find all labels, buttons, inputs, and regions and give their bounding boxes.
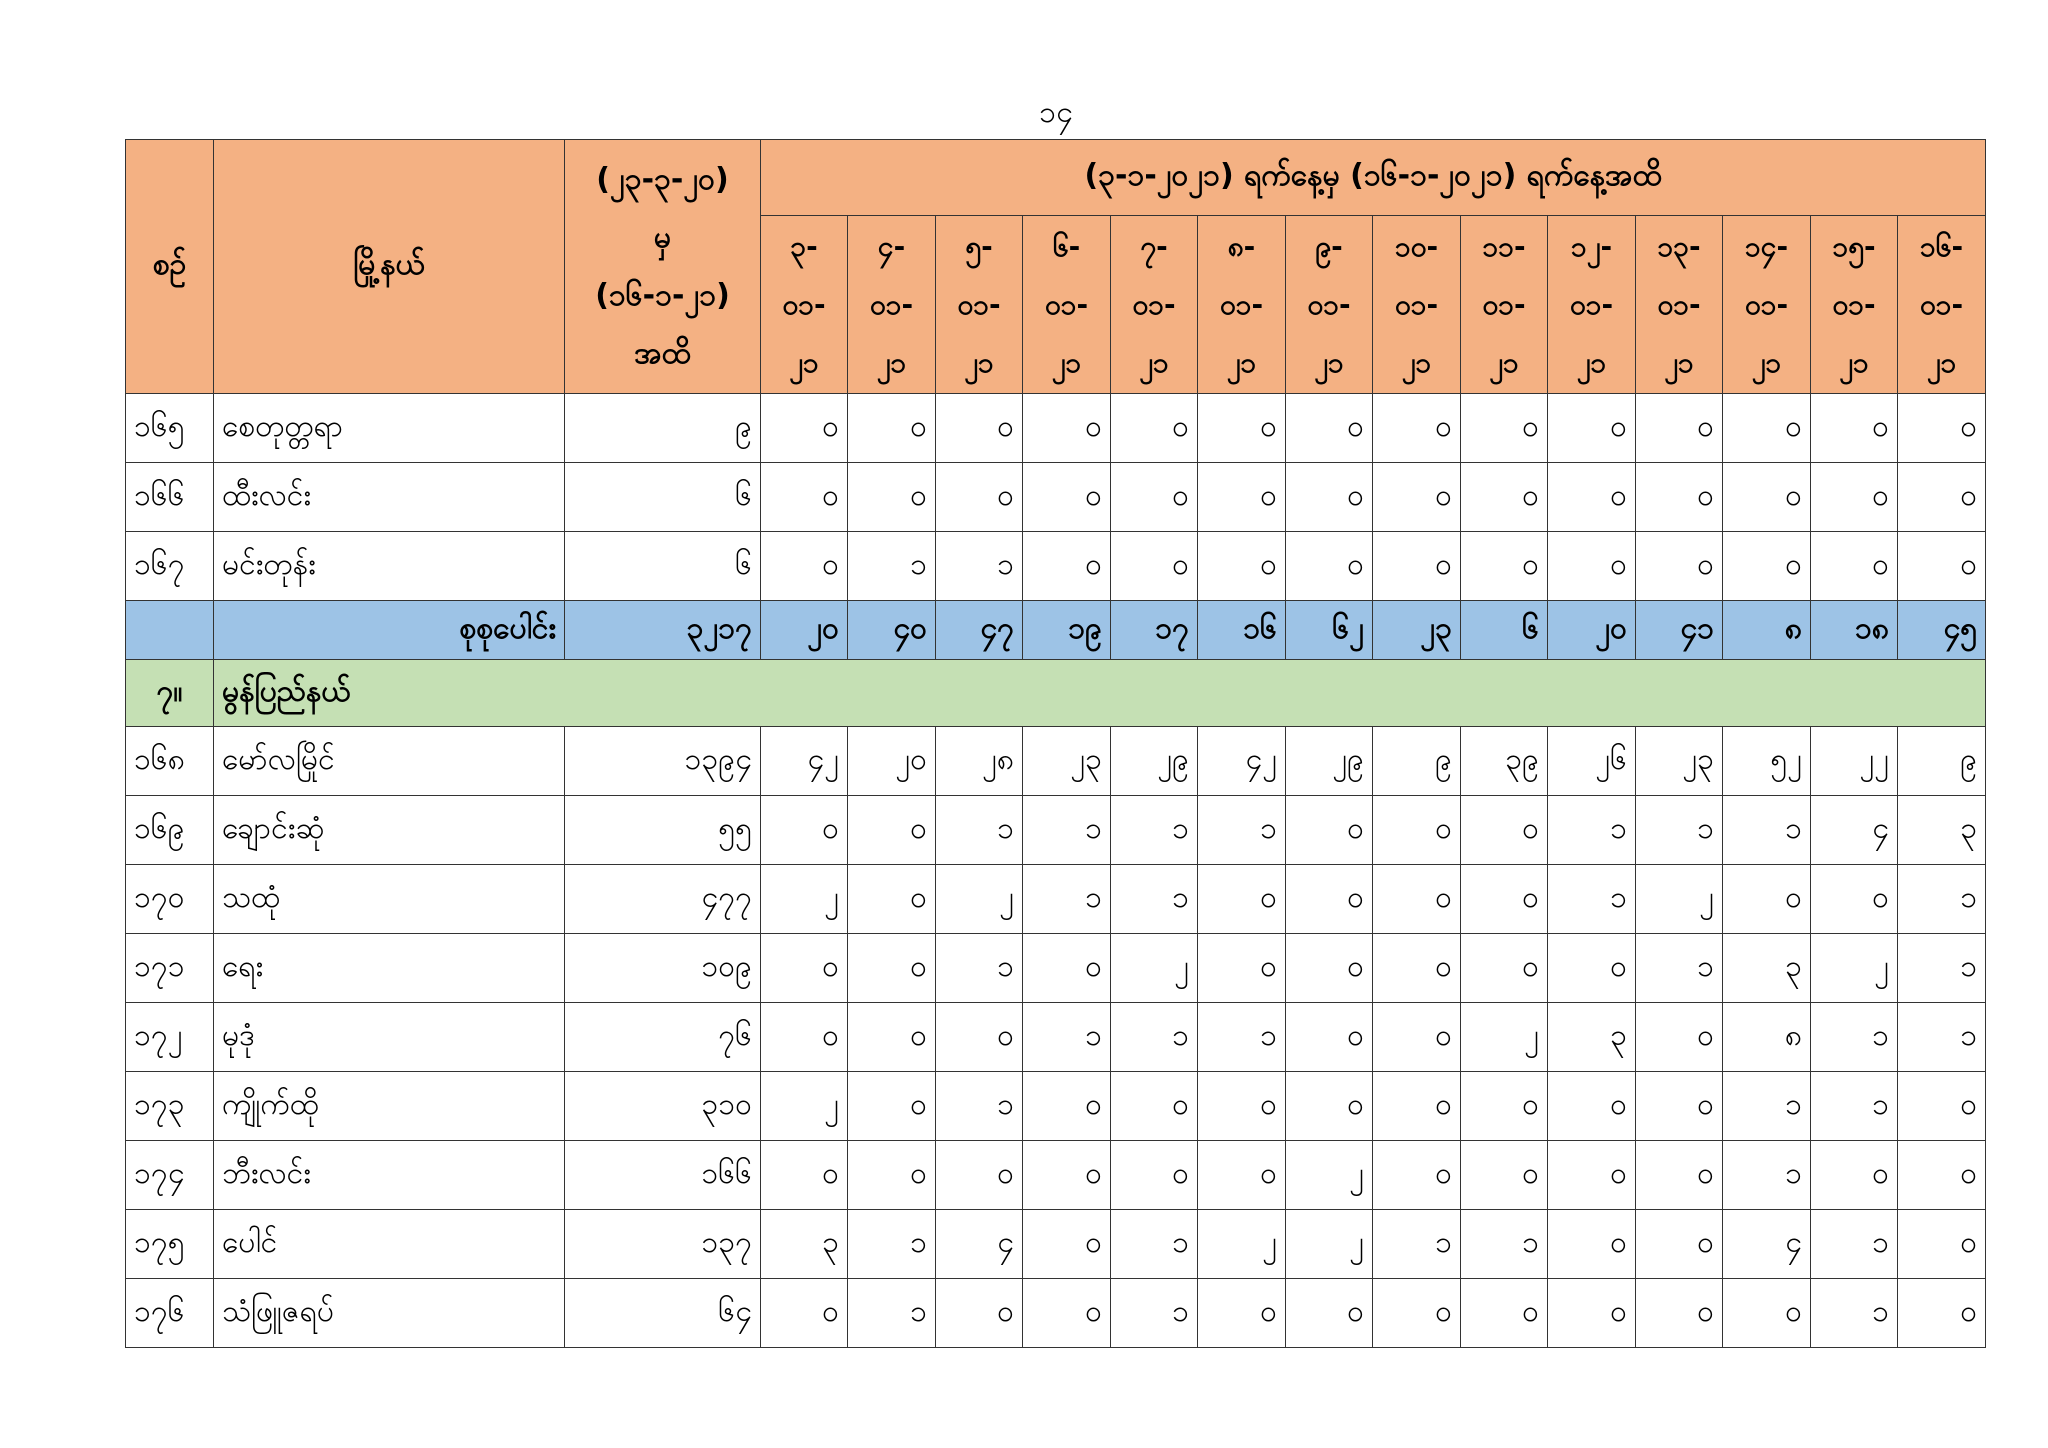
daily-value: ၂၃ bbox=[1636, 727, 1723, 796]
daily-value: ၂ bbox=[761, 865, 848, 934]
daily-value: ၁ bbox=[1898, 1003, 1986, 1072]
daily-value: ၀ bbox=[1373, 1279, 1461, 1348]
daily-value: ၃ bbox=[1723, 934, 1811, 1003]
daily-value: ၀ bbox=[1548, 1141, 1636, 1210]
daily-value: ၀ bbox=[848, 796, 936, 865]
daily-value: ၀ bbox=[761, 532, 848, 601]
township-name: မော်လမြိုင် bbox=[214, 727, 565, 796]
daily-value: ၅၂ bbox=[1723, 727, 1811, 796]
daily-value: ၀ bbox=[1898, 1141, 1986, 1210]
subtotal-daily-value: ၁၇ bbox=[1111, 601, 1198, 660]
daily-value: ၂၀ bbox=[848, 727, 936, 796]
daily-value: ၁ bbox=[1023, 865, 1111, 934]
daily-value: ၀ bbox=[1198, 532, 1286, 601]
daily-value: ၀ bbox=[1461, 1141, 1548, 1210]
cumulative-total: ၁၀၉ bbox=[565, 934, 761, 1003]
daily-value: ၀ bbox=[1548, 532, 1636, 601]
daily-value: ၀ bbox=[1111, 532, 1198, 601]
cumulative-total: ၁၆၆ bbox=[565, 1141, 761, 1210]
daily-value: ၀ bbox=[1811, 865, 1898, 934]
subtotal-daily-value: ၈ bbox=[1723, 601, 1811, 660]
daily-value: ၂၃ bbox=[1023, 727, 1111, 796]
daily-value: ၀ bbox=[1023, 1210, 1111, 1279]
daily-value: ၂၈ bbox=[936, 727, 1023, 796]
col-header-period: (၃-၁-၂၀၂၁) ရက်နေ့မှ (၁၆-၁-၂၀၂၁) ရက်နေ့အထိ bbox=[761, 140, 1986, 216]
daily-value: ၀ bbox=[1898, 532, 1986, 601]
daily-value: ၀ bbox=[848, 463, 936, 532]
subtotal-blank bbox=[126, 601, 214, 660]
daily-value: ၂ bbox=[1111, 934, 1198, 1003]
subtotal-label: စုစုပေါင်း bbox=[214, 601, 565, 660]
daily-value: ၀ bbox=[1461, 934, 1548, 1003]
col-header-day: ၃- ၀၁- ၂၁ bbox=[761, 216, 848, 394]
subtotal-daily-value: ၄၇ bbox=[936, 601, 1023, 660]
daily-value: ၀ bbox=[1111, 463, 1198, 532]
daily-value: ၀ bbox=[1023, 1279, 1111, 1348]
daily-value: ၀ bbox=[1811, 532, 1898, 601]
row-number: ၁၇၄ bbox=[126, 1141, 214, 1210]
daily-value: ၀ bbox=[1373, 532, 1461, 601]
daily-value: ၂ bbox=[1811, 934, 1898, 1003]
subtotal-daily-value: ၁၆ bbox=[1198, 601, 1286, 660]
daily-value: ၂ bbox=[936, 865, 1023, 934]
col-header-day: ၄- ၀၁- ၂၁ bbox=[848, 216, 936, 394]
daily-value: ၀ bbox=[1373, 1072, 1461, 1141]
daily-value: ၂ bbox=[1198, 1210, 1286, 1279]
township-name: ရေး bbox=[214, 934, 565, 1003]
daily-value: ၁ bbox=[1898, 865, 1986, 934]
table-row bbox=[126, 1003, 1986, 1072]
daily-value: ၁ bbox=[936, 796, 1023, 865]
daily-value: ၀ bbox=[1023, 463, 1111, 532]
cumulative-total: ၃၁၀ bbox=[565, 1072, 761, 1141]
daily-value: ၀ bbox=[1548, 934, 1636, 1003]
daily-value: ၁ bbox=[936, 532, 1023, 601]
daily-value: ၄ bbox=[1723, 1210, 1811, 1279]
daily-value: ၀ bbox=[1723, 463, 1811, 532]
col-header-day: ၆- ၀၁- ၂၁ bbox=[1023, 216, 1111, 394]
daily-value: ၀ bbox=[1636, 394, 1723, 463]
daily-value: ၃ bbox=[1548, 1003, 1636, 1072]
daily-value: ၃၉ bbox=[1461, 727, 1548, 796]
col-header-day: ၁၁- ၀၁- ၂၁ bbox=[1461, 216, 1548, 394]
row-number: ၁၆၆ bbox=[126, 463, 214, 532]
daily-value: ၁ bbox=[1111, 1210, 1198, 1279]
daily-value: ၀ bbox=[761, 934, 848, 1003]
daily-value: ၀ bbox=[1286, 1072, 1373, 1141]
daily-value: ၁ bbox=[1636, 934, 1723, 1003]
daily-value: ၁ bbox=[1548, 796, 1636, 865]
col-header-day: ၁၂- ၀၁- ၂၁ bbox=[1548, 216, 1636, 394]
daily-value: ၀ bbox=[1198, 1072, 1286, 1141]
daily-value: ၀ bbox=[1461, 532, 1548, 601]
col-header-day: ၁၆- ၀၁- ၂၁ bbox=[1898, 216, 1986, 394]
daily-value: ၀ bbox=[1636, 1141, 1723, 1210]
daily-value: ၀ bbox=[761, 1279, 848, 1348]
daily-value: ၀ bbox=[1723, 394, 1811, 463]
section-number: ၇။ bbox=[126, 660, 214, 727]
daily-value: ၁ bbox=[1461, 1210, 1548, 1279]
table-row bbox=[126, 796, 1986, 865]
daily-value: ၀ bbox=[1111, 394, 1198, 463]
township-name: ပေါင် bbox=[214, 1210, 565, 1279]
daily-value: ၀ bbox=[1023, 1141, 1111, 1210]
cumulative-total: ၁၃၇ bbox=[565, 1210, 761, 1279]
daily-value: ၀ bbox=[1198, 394, 1286, 463]
cumulative-total: ၆ bbox=[565, 532, 761, 601]
daily-value: ၀ bbox=[1198, 1279, 1286, 1348]
daily-value: ၁ bbox=[1198, 1003, 1286, 1072]
daily-value: ၀ bbox=[1373, 463, 1461, 532]
daily-value: ၀ bbox=[1198, 463, 1286, 532]
daily-value: ၀ bbox=[848, 934, 936, 1003]
daily-value: ၀ bbox=[1898, 463, 1986, 532]
subtotal-daily-value: ၂၀ bbox=[1548, 601, 1636, 660]
daily-value: ၁ bbox=[1198, 796, 1286, 865]
col-header-day: ၁၃- ၀၁- ၂၁ bbox=[1636, 216, 1723, 394]
table-row bbox=[126, 1072, 1986, 1141]
daily-value: ၁ bbox=[1111, 1279, 1198, 1348]
daily-value: ၀ bbox=[1548, 463, 1636, 532]
daily-value: ၀ bbox=[848, 1141, 936, 1210]
daily-value: ၁ bbox=[1023, 1003, 1111, 1072]
daily-value: ၀ bbox=[1636, 463, 1723, 532]
township-name: ချောင်းဆုံ bbox=[214, 796, 565, 865]
daily-value: ၀ bbox=[1461, 394, 1548, 463]
daily-value: ၀ bbox=[761, 463, 848, 532]
col-header-day: ၁၀- ၀၁- ၂၁ bbox=[1373, 216, 1461, 394]
daily-value: ၂၉ bbox=[1111, 727, 1198, 796]
row-number: ၁၆၅ bbox=[126, 394, 214, 463]
daily-value: ၀ bbox=[848, 1072, 936, 1141]
daily-value: ၀ bbox=[1373, 865, 1461, 934]
daily-value: ၀ bbox=[1111, 1141, 1198, 1210]
daily-value: ၁ bbox=[1548, 865, 1636, 934]
table-row bbox=[126, 1141, 1986, 1210]
table-row bbox=[126, 1210, 1986, 1279]
daily-value: ၄၂ bbox=[761, 727, 848, 796]
daily-value: ၀ bbox=[1461, 1279, 1548, 1348]
subtotal-daily-value: ၂၀ bbox=[761, 601, 848, 660]
daily-value: ၀ bbox=[1636, 1279, 1723, 1348]
daily-value: ၀ bbox=[1898, 394, 1986, 463]
subtotal-daily-value: ၄၅ bbox=[1898, 601, 1986, 660]
daily-value: ၀ bbox=[1811, 463, 1898, 532]
subtotal-daily-value: ၂၃ bbox=[1373, 601, 1461, 660]
daily-value: ၉ bbox=[1373, 727, 1461, 796]
daily-value: ၂ bbox=[1461, 1003, 1548, 1072]
subtotal-daily-value: ၁၉ bbox=[1023, 601, 1111, 660]
row-number: ၁၇၃ bbox=[126, 1072, 214, 1141]
daily-value: ၀ bbox=[1286, 463, 1373, 532]
daily-value: ၁ bbox=[936, 1072, 1023, 1141]
daily-value: ၀ bbox=[1548, 1279, 1636, 1348]
daily-value: ၂ bbox=[1636, 865, 1723, 934]
township-name: ထီးလင်း bbox=[214, 463, 565, 532]
daily-value: ၀ bbox=[1461, 796, 1548, 865]
row-number: ၁၇၀ bbox=[126, 865, 214, 934]
daily-value: ၀ bbox=[1373, 934, 1461, 1003]
cumulative-total: ၁၃၉၄ bbox=[565, 727, 761, 796]
daily-value: ၂ bbox=[761, 1072, 848, 1141]
subtotal-daily-value: ၆၂ bbox=[1286, 601, 1373, 660]
daily-value: ၉ bbox=[1898, 727, 1986, 796]
daily-value: ၀ bbox=[936, 463, 1023, 532]
daily-value: ၁ bbox=[1811, 1072, 1898, 1141]
daily-value: ၃ bbox=[761, 1210, 848, 1279]
daily-value: ၀ bbox=[1636, 1210, 1723, 1279]
row-number: ၁၇၅ bbox=[126, 1210, 214, 1279]
daily-value: ၁ bbox=[1723, 1072, 1811, 1141]
row-number: ၁၆၇ bbox=[126, 532, 214, 601]
daily-value: ၁ bbox=[1373, 1210, 1461, 1279]
daily-value: ၀ bbox=[1548, 1210, 1636, 1279]
daily-value: ၁ bbox=[1111, 865, 1198, 934]
daily-value: ၀ bbox=[1286, 1279, 1373, 1348]
daily-value: ၁ bbox=[1898, 934, 1986, 1003]
daily-value: ၀ bbox=[1286, 1003, 1373, 1072]
cumulative-total: ၄၇၇ bbox=[565, 865, 761, 934]
row-number: ၁၇၂ bbox=[126, 1003, 214, 1072]
daily-value: ၀ bbox=[936, 394, 1023, 463]
subtotal-daily-value: ၆ bbox=[1461, 601, 1548, 660]
daily-value: ၀ bbox=[1286, 394, 1373, 463]
daily-value: ၀ bbox=[1811, 394, 1898, 463]
daily-value: ၀ bbox=[1198, 865, 1286, 934]
cumulative-total: ၉ bbox=[565, 394, 761, 463]
col-header-day: ၈- ၀၁- ၂၁ bbox=[1198, 216, 1286, 394]
daily-value: ၀ bbox=[848, 394, 936, 463]
daily-value: ၂ bbox=[1286, 1210, 1373, 1279]
table-row bbox=[126, 394, 1986, 463]
daily-value: ၀ bbox=[1636, 532, 1723, 601]
daily-value: ၄ bbox=[1811, 796, 1898, 865]
township-name: စေတုတ္တရာ bbox=[214, 394, 565, 463]
table-row bbox=[126, 865, 1986, 934]
col-header-township: မြို့နယ် bbox=[214, 140, 565, 394]
subtotal-daily-value: ၄၀ bbox=[848, 601, 936, 660]
daily-value: ၁ bbox=[1723, 1141, 1811, 1210]
daily-value: ၀ bbox=[1373, 394, 1461, 463]
daily-value: ၀ bbox=[1023, 394, 1111, 463]
col-header-day: ၉- ၀၁- ၂၁ bbox=[1286, 216, 1373, 394]
daily-value: ၁ bbox=[848, 1279, 936, 1348]
daily-value: ၀ bbox=[936, 1003, 1023, 1072]
col-header-day: ၅- ၀၁- ၂၁ bbox=[936, 216, 1023, 394]
township-name: မုဒုံ bbox=[214, 1003, 565, 1072]
row-number: ၁၆၈ bbox=[126, 727, 214, 796]
daily-value: ၈ bbox=[1723, 1003, 1811, 1072]
daily-value: ၀ bbox=[1548, 1072, 1636, 1141]
subtotal-daily-value: ၁၈ bbox=[1811, 601, 1898, 660]
covid-cases-table bbox=[125, 139, 1986, 1348]
daily-value: ၀ bbox=[848, 865, 936, 934]
daily-value: ၁ bbox=[1636, 796, 1723, 865]
col-header-cumulative: (၂၃-၃-၂၀) မှ (၁၆-၁-၂၁) အထိ bbox=[565, 140, 761, 394]
township-name: မင်းတုန်း bbox=[214, 532, 565, 601]
table-row bbox=[126, 727, 1986, 796]
daily-value: ၀ bbox=[1723, 865, 1811, 934]
township-name: သထုံ bbox=[214, 865, 565, 934]
daily-value: ၄၂ bbox=[1198, 727, 1286, 796]
cumulative-total: ၇၆ bbox=[565, 1003, 761, 1072]
col-header-no: စဉ် bbox=[126, 140, 214, 394]
daily-value: ၂၂ bbox=[1811, 727, 1898, 796]
daily-value: ၀ bbox=[761, 796, 848, 865]
daily-value: ၀ bbox=[1373, 1141, 1461, 1210]
township-name: ဘီးလင်း bbox=[214, 1141, 565, 1210]
daily-value: ၀ bbox=[761, 1003, 848, 1072]
daily-value: ၀ bbox=[848, 1003, 936, 1072]
page-number: ၁၄ bbox=[1039, 95, 1073, 130]
col-header-day: ၇- ၀၁- ၂၁ bbox=[1111, 216, 1198, 394]
daily-value: ၀ bbox=[1636, 1003, 1723, 1072]
daily-value: ၀ bbox=[1636, 1072, 1723, 1141]
daily-value: ၀ bbox=[761, 1141, 848, 1210]
daily-value: ၀ bbox=[1373, 796, 1461, 865]
daily-value: ၁ bbox=[1111, 1003, 1198, 1072]
daily-value: ၀ bbox=[936, 1279, 1023, 1348]
daily-value: ၀ bbox=[1723, 532, 1811, 601]
daily-value: ၀ bbox=[936, 1141, 1023, 1210]
daily-value: ၀ bbox=[1023, 532, 1111, 601]
daily-value: ၀ bbox=[1286, 934, 1373, 1003]
daily-value: ၀ bbox=[1898, 1279, 1986, 1348]
cumulative-total: ၅၅ bbox=[565, 796, 761, 865]
daily-value: ၀ bbox=[1898, 1210, 1986, 1279]
cumulative-total: ၆ bbox=[565, 463, 761, 532]
daily-value: ၀ bbox=[1461, 865, 1548, 934]
daily-value: ၀ bbox=[1286, 865, 1373, 934]
daily-value: ၀ bbox=[1548, 394, 1636, 463]
daily-value: ၀ bbox=[1198, 1141, 1286, 1210]
daily-value: ၀ bbox=[1373, 1003, 1461, 1072]
daily-value: ၂ bbox=[1286, 1141, 1373, 1210]
daily-value: ၁ bbox=[1723, 796, 1811, 865]
col-header-day: ၁၅- ၀၁- ၂၁ bbox=[1811, 216, 1898, 394]
table-row bbox=[126, 1279, 1986, 1348]
daily-value: ၁ bbox=[936, 934, 1023, 1003]
table-row bbox=[126, 532, 1986, 601]
subtotal-row bbox=[126, 601, 1986, 660]
cumulative-total: ၆၄ bbox=[565, 1279, 761, 1348]
daily-value: ၁ bbox=[848, 532, 936, 601]
daily-value: ၄ bbox=[936, 1210, 1023, 1279]
subtotal-daily-value: ၄၁ bbox=[1636, 601, 1723, 660]
daily-value: ၁ bbox=[1811, 1003, 1898, 1072]
subtotal-total: ၃၂၁၇ bbox=[565, 601, 761, 660]
row-number: ၁၇၆ bbox=[126, 1279, 214, 1348]
daily-value: ၃ bbox=[1898, 796, 1986, 865]
section-title: မွန်ပြည်နယ် bbox=[214, 660, 1986, 727]
section-row bbox=[126, 660, 1986, 727]
table-row bbox=[126, 463, 1986, 532]
daily-value: ၀ bbox=[1461, 463, 1548, 532]
daily-value: ၀ bbox=[1811, 1141, 1898, 1210]
daily-value: ၁ bbox=[848, 1210, 936, 1279]
row-number: ၁၇၁ bbox=[126, 934, 214, 1003]
table-row bbox=[126, 934, 1986, 1003]
daily-value: ၀ bbox=[1198, 934, 1286, 1003]
daily-value: ၂၉ bbox=[1286, 727, 1373, 796]
daily-value: ၁ bbox=[1111, 796, 1198, 865]
daily-value: ၀ bbox=[1286, 532, 1373, 601]
daily-value: ၁ bbox=[1811, 1210, 1898, 1279]
daily-value: ၀ bbox=[1898, 1072, 1986, 1141]
col-header-day: ၁၄- ၀၁- ၂၁ bbox=[1723, 216, 1811, 394]
daily-value: ၀ bbox=[1023, 1072, 1111, 1141]
daily-value: ၀ bbox=[1111, 1072, 1198, 1141]
daily-value: ၀ bbox=[1286, 796, 1373, 865]
township-name: ကျိုက်ထို bbox=[214, 1072, 565, 1141]
row-number: ၁၆၉ bbox=[126, 796, 214, 865]
township-name: သံဖြူဇရပ် bbox=[214, 1279, 565, 1348]
daily-value: ၀ bbox=[1723, 1279, 1811, 1348]
daily-value: ၁ bbox=[1811, 1279, 1898, 1348]
daily-value: ၁ bbox=[1023, 796, 1111, 865]
daily-value: ၀ bbox=[761, 394, 848, 463]
daily-value: ၂၆ bbox=[1548, 727, 1636, 796]
daily-value: ၀ bbox=[1023, 934, 1111, 1003]
daily-value: ၀ bbox=[1461, 1072, 1548, 1141]
